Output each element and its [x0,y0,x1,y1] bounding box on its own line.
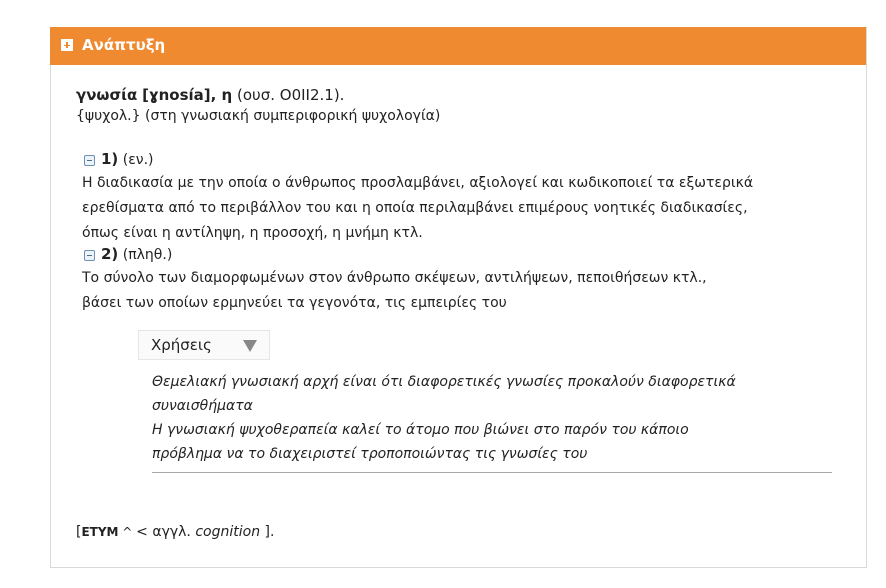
etym-source-word: cognition [195,524,261,540]
example-line: Θεμελιακή γνωσιακή αρχή είναι ότι διαφορετικές γνωσίες προκαλούν διαφορετικά [152,374,736,390]
usage-examples [152,370,842,466]
headword: γνωσία [76,86,138,104]
collapse-sense-1-icon[interactable] [84,155,95,166]
sense-1-definition [82,171,842,246]
definition-line: ερεθίσματα από το περιβάλλον του και η οποία περιλαμβάνει επιμέρους νοητικές διαδικασίες, [82,200,748,216]
sense-2-definition [82,266,842,316]
usage-domain: {ψυχολ.} (στη γνωσιακή συμπεριφορική ψυχολογία) [76,108,441,124]
etym-source-language: < αγγλ. [136,524,196,540]
sense-1-label: (εν.) [122,152,154,168]
collapse-sense-2-icon[interactable] [84,250,95,261]
pronunciation: [ɣnosía] [142,86,211,104]
etym-tag: ΕΤΥΜ [81,525,119,539]
etymology [76,524,274,540]
definition-line: βάσει των οποίων ερμηνεύει τα γεγονότα, τις εμπειρίες του [82,295,507,311]
etym-caret-link[interactable]: ^ [118,525,137,539]
sense-1-number: 1) [101,150,119,168]
expand-plus-icon[interactable] [61,39,73,51]
examples-divider [152,472,832,473]
sense-2-label: (πληθ.) [122,247,173,263]
definition-line: όπως είναι η αντίληψη, η προσοχή, η μνήμη κτλ. [82,225,423,241]
example-line: πρόβλημα να το διαχειριστεί τροποποιώντας τις γνωσίες του [152,446,588,462]
example-line: συναισθήματα [152,398,253,414]
lemma-line [76,86,344,104]
grammar-gender: , η [210,86,233,104]
sense-2-number: 2) [101,245,119,263]
sense-2-heading [84,245,172,263]
triangle-down-icon[interactable] [243,340,257,352]
definition-line: Η διαδικασία με την οποία ο άνθρωπος προσλαμβάνει, αξιολογεί και κωδικοποιεί τα εξωτερικά [82,175,754,191]
expand-header[interactable] [50,27,866,65]
etym-open-bracket: [ [76,524,82,540]
definition-line: Το σύνολο των διαμορφωμένων στον άνθρωπο σκέψεων, αντιλήψεων, πεποιθήσεων κτλ., [82,270,707,286]
uses-toggle-button[interactable] [138,330,270,360]
expand-header-title[interactable]: Ανάπτυξη [82,36,166,54]
uses-label[interactable]: Χρήσεις [151,336,212,354]
etym-close-bracket: ]. [260,524,275,540]
sense-1-heading [84,150,154,168]
example-line: Η γνωσιακή ψυχοθεραπεία καλεί το άτομο που βιώνει στο παρόν του κάποιο [152,422,689,438]
grammar-reference: (ουσ. Ο0ΙΙ2.1). [232,86,345,104]
